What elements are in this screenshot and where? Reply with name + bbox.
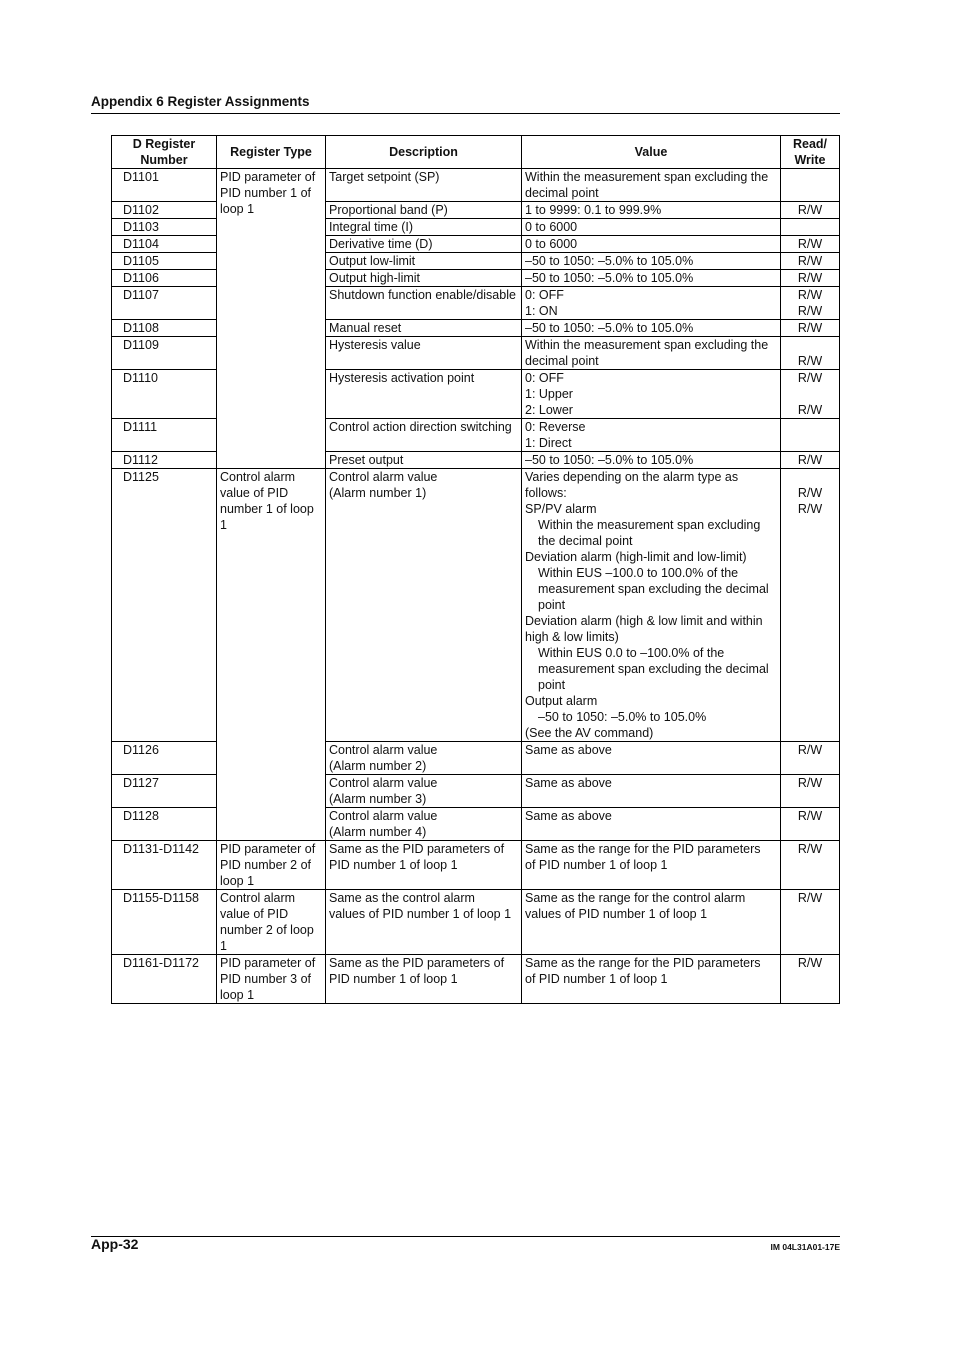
column-header-register-type: Register Type: [217, 136, 326, 169]
register-number-cell: D1107: [112, 287, 217, 320]
footer-rule: [91, 1236, 840, 1237]
read-write-cell: R/W: [781, 452, 840, 469]
value-cell: 0: OFF 1: Upper 2: Lower: [522, 370, 781, 419]
value-line: Output alarm: [525, 694, 598, 708]
description-cell: Preset output: [326, 452, 522, 469]
register-number-cell: D1161-D1172: [112, 955, 217, 1004]
document-id: IM 04L31A01-17E: [770, 1242, 840, 1252]
value-cell: [522, 469, 781, 742]
value-line: –50 to 1050: –5.0% to 105.0%: [538, 710, 707, 724]
read-write-cell: R/W: [781, 320, 840, 337]
value-cell: Within the measurement span excluding the decimal point: [522, 337, 781, 370]
value-line: measurement span excluding the decimal: [538, 582, 769, 596]
value-line: point: [538, 598, 566, 612]
read-write-cell: R/W: [781, 253, 840, 270]
read-write-cell: [781, 419, 840, 452]
value-cell: Same as the range for the PID parameters of PID number 1 of loop 1: [522, 955, 781, 1004]
value-line: point: [538, 678, 566, 692]
table-row: [112, 469, 840, 742]
description-cell: Manual reset: [326, 320, 522, 337]
read-write-cell: R/W: [781, 808, 840, 841]
header-rule: [91, 113, 840, 114]
value-line: Within EUS –100.0 to 100.0% of the: [538, 566, 739, 580]
value-line: high & low limits): [525, 630, 619, 644]
register-number-cell: D1101: [112, 169, 217, 202]
register-number-cell: D1112: [112, 452, 217, 469]
register-number-cell: D1104: [112, 236, 217, 253]
read-write-cell: R/W: [781, 775, 840, 808]
description-cell: Hysteresis value: [326, 337, 522, 370]
value-cell: Within the measurement span excluding the decimal point: [522, 169, 781, 202]
description-cell: Same as the PID parameters of PID number 1 of loop 1: [326, 841, 522, 890]
description-cell: Control alarm value (Alarm number 4): [326, 808, 522, 841]
description-cell: Control action direction switching: [326, 419, 522, 452]
table-row: [112, 841, 840, 890]
description-cell: Output high-limit: [326, 270, 522, 287]
value-line: the decimal point: [538, 534, 633, 548]
register-type-cell: Control alarm value of PID number 1 of loop 1: [217, 469, 326, 841]
value-cell: 0 to 6000: [522, 236, 781, 253]
value-line: measurement span excluding the decimal: [538, 662, 769, 676]
description-cell: Hysteresis activation point: [326, 370, 522, 419]
register-type-cell: Control alarm value of PID number 2 of loop 1: [217, 890, 326, 955]
read-write-cell: R/W: [781, 270, 840, 287]
read-write-cell: R/W: [781, 955, 840, 1004]
read-write-cell: R/W: [781, 841, 840, 890]
register-number-cell: D1127: [112, 775, 217, 808]
description-cell: Same as the PID parameters of PID number 1 of loop 1: [326, 955, 522, 1004]
read-write-cell: R/W: [781, 236, 840, 253]
value-line: Within EUS 0.0 to –100.0% of the: [538, 646, 725, 660]
value-line: (See the AV command): [525, 726, 654, 740]
value-cell: 0: Reverse 1: Direct: [522, 419, 781, 452]
value-cell: Same as above: [522, 742, 781, 775]
value-line: follows:: [525, 486, 567, 500]
column-header-description: Description: [326, 136, 522, 169]
value-line: Deviation alarm (high-limit and low-limit): [525, 550, 747, 564]
value-cell: Same as above: [522, 808, 781, 841]
table-row: [112, 169, 840, 202]
register-number-cell: D1128: [112, 808, 217, 841]
column-header-read-write: Read/ Write: [781, 136, 840, 169]
page-header-title: Appendix 6 Register Assignments: [91, 94, 310, 109]
register-type-cell: PID parameter of PID number 2 of loop 1: [217, 841, 326, 890]
description-cell: Target setpoint (SP): [326, 169, 522, 202]
table-row: [112, 890, 840, 955]
read-write-cell: R/W R/W: [781, 287, 840, 320]
register-table: [111, 135, 840, 1004]
register-number-cell: D1105: [112, 253, 217, 270]
read-write-cell: R/W: [781, 337, 840, 370]
description-cell: Same as the control alarm values of PID number 1 of loop 1: [326, 890, 522, 955]
register-number-cell: D1102: [112, 202, 217, 219]
value-line: Deviation alarm (high & low limit and within: [525, 614, 763, 628]
table-row: [112, 955, 840, 1004]
description-cell: Output low-limit: [326, 253, 522, 270]
description-cell: Control alarm value (Alarm number 3): [326, 775, 522, 808]
description-cell: Proportional band (P): [326, 202, 522, 219]
register-number-cell: D1126: [112, 742, 217, 775]
read-write-cell: R/W R/W: [781, 469, 840, 742]
register-number-cell: D1155-D1158: [112, 890, 217, 955]
description-cell: Control alarm value (Alarm number 1): [326, 469, 522, 742]
description-cell: Derivative time (D): [326, 236, 522, 253]
value-line: Varies depending on the alarm type as: [525, 470, 739, 484]
description-cell: Control alarm value (Alarm number 2): [326, 742, 522, 775]
register-type-cell: PID parameter of PID number 1 of loop 1: [217, 169, 326, 469]
value-line: Within the measurement span excluding: [538, 518, 761, 532]
table-header-row: [112, 136, 840, 169]
register-number-cell: D1125: [112, 469, 217, 742]
register-number-cell: D1103: [112, 219, 217, 236]
read-write-cell: R/W: [781, 742, 840, 775]
read-write-cell: [781, 169, 840, 202]
register-number-cell: D1106: [112, 270, 217, 287]
register-number-cell: D1109: [112, 337, 217, 370]
column-header-value: Value: [522, 136, 781, 169]
read-write-cell: R/W R/W: [781, 370, 840, 419]
value-cell: –50 to 1050: –5.0% to 105.0%: [522, 452, 781, 469]
register-number-cell: D1111: [112, 419, 217, 452]
value-cell: 0: OFF 1: ON: [522, 287, 781, 320]
value-cell: Same as the range for the control alarm values of PID number 1 of loop 1: [522, 890, 781, 955]
description-cell: Shutdown function enable/disable: [326, 287, 522, 320]
value-cell: –50 to 1050: –5.0% to 105.0%: [522, 270, 781, 287]
page-number: App-32: [91, 1236, 139, 1252]
register-type-cell: PID parameter of PID number 3 of loop 1: [217, 955, 326, 1004]
column-header-register-number: D Register Number: [112, 136, 217, 169]
register-number-cell: D1108: [112, 320, 217, 337]
value-cell: 0 to 6000: [522, 219, 781, 236]
value-line: SP/PV alarm: [525, 502, 597, 516]
read-write-cell: R/W: [781, 202, 840, 219]
value-cell: –50 to 1050: –5.0% to 105.0%: [522, 320, 781, 337]
read-write-cell: R/W: [781, 890, 840, 955]
read-write-cell: [781, 219, 840, 236]
description-cell: Integral time (I): [326, 219, 522, 236]
register-number-cell: D1110: [112, 370, 217, 419]
value-cell: –50 to 1050: –5.0% to 105.0%: [522, 253, 781, 270]
value-cell: Same as the range for the PID parameters of PID number 1 of loop 1: [522, 841, 781, 890]
value-cell: 1 to 9999: 0.1 to 999.9%: [522, 202, 781, 219]
value-cell: Same as above: [522, 775, 781, 808]
register-number-cell: D1131-D1142: [112, 841, 217, 890]
